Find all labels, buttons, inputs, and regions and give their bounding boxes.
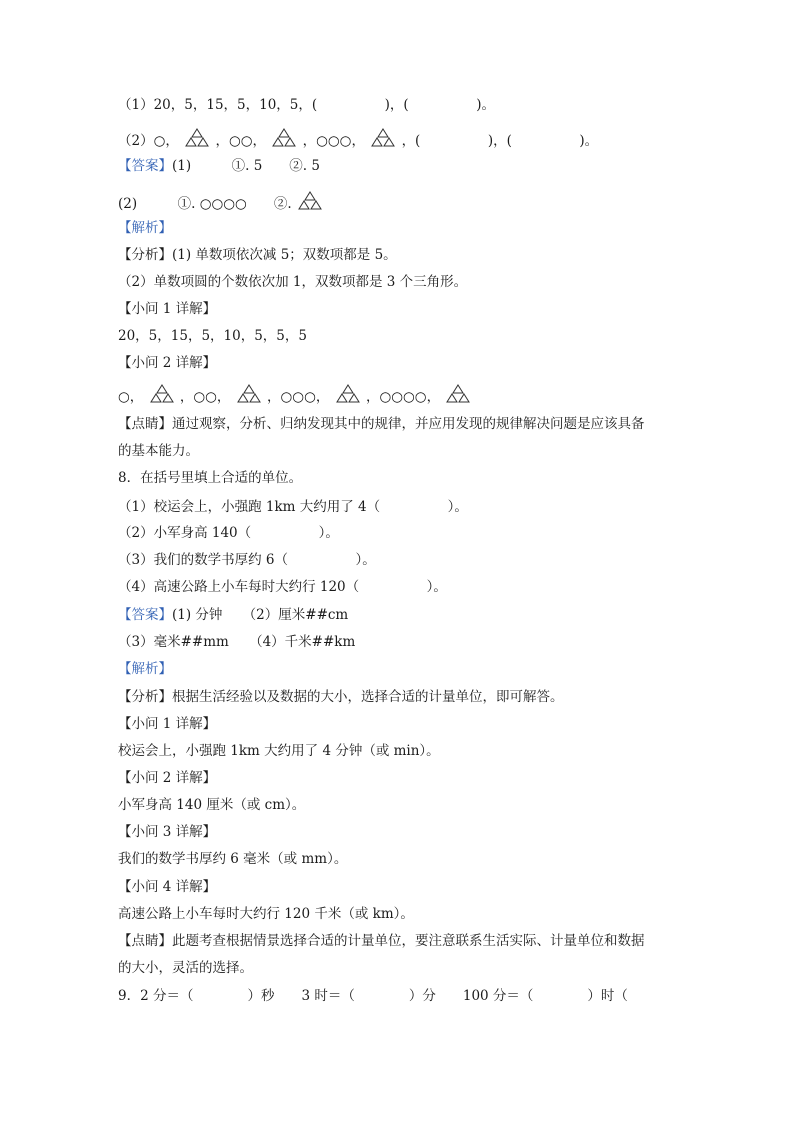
q7-sub2-body xyxy=(118,384,472,406)
q7-sub2-b: ，○○， xyxy=(179,389,231,405)
three-triangles-icon xyxy=(335,384,361,404)
q7-sub2-a: ○， xyxy=(118,389,144,405)
q8-sub3-title: 【小问 3 详解】 xyxy=(118,824,217,840)
q7-answer-2 xyxy=(118,191,324,213)
q8-answer-1: (1) 分钟 （2）厘米##cm xyxy=(172,607,349,623)
q8-dianjing-1: 【点睛】此题考查根据情景选择合适的计量单位，要注意联系生活实际、计量单位和数据 xyxy=(118,933,645,949)
q7-part2-a: （2）○， xyxy=(118,133,179,149)
q8-sub3-body: 我们的数学书厚约 6 毫米（或 mm）。 xyxy=(118,851,348,867)
answer-tag: 【答案】 xyxy=(118,158,172,174)
q8-answer xyxy=(118,604,348,626)
q7-sub1-title: 【小问 1 详解】 xyxy=(118,301,217,317)
q8-item-2: （2）小军身高 140（ ）。 xyxy=(118,525,339,541)
q7-part1: （1）20，5，15，5，10，5，( )，( )。 xyxy=(118,97,495,113)
q8-analysis-tag: 【解析】 xyxy=(118,661,172,677)
q7-part2-c: ，○○○， xyxy=(302,133,365,149)
three-triangles-icon xyxy=(271,128,297,148)
three-triangles-icon xyxy=(149,384,175,404)
three-triangles-icon xyxy=(184,128,210,148)
q7-answer-2-text: (2) ①. ○○○○ ②. xyxy=(118,196,292,212)
q7-dianjing-2: 的基本能力。 xyxy=(118,443,199,459)
q7-answer-1: (1) ①. 5 ②. 5 xyxy=(172,158,320,174)
q8-item-3: （3）我们的数学书厚约 6（ ）。 xyxy=(118,552,376,568)
three-triangles-icon xyxy=(236,384,262,404)
answer-tag: 【答案】 xyxy=(118,607,172,623)
q8-item-1: （1）校运会上，小强跑 1km 大约用了 4（ ）。 xyxy=(118,499,468,515)
q8-answer-2: （3）毫米##mm （4）千米##km xyxy=(118,634,356,650)
q8-sub1-body: 校运会上，小强跑 1km 大约用了 4 分钟（或 min）。 xyxy=(118,743,440,759)
q8-fenxi: 【分析】根据生活经验以及数据的大小，选择合适的计量单位，即可解答。 xyxy=(118,689,564,705)
q7-dianjing-1: 【点睛】通过观察，分析、归纳发现其中的规律，并应用发现的规律解决问题是应该具备 xyxy=(118,416,645,432)
q7-fenxi: 【分析】(1) 单数项依次减 5；双数项都是 5。 xyxy=(118,247,397,263)
q8-item-4: （4）高速公路上小车每时大约行 120（ ）。 xyxy=(118,579,447,595)
q7-fenxi-2: （2）单数项圆的个数依次加 1，双数项都是 3 个三角形。 xyxy=(118,274,468,290)
q8-sub4-body: 高速公路上小车每时大约行 120 千米（或 km）。 xyxy=(118,906,414,922)
q7-sub2-title: 【小问 2 详解】 xyxy=(118,355,217,371)
three-triangles-icon xyxy=(445,384,471,404)
q7-sub2-c: ，○○○， xyxy=(267,389,330,405)
q7-sub1-body: 20，5，15，5，10，5，5，5 xyxy=(118,328,307,344)
three-triangles-icon xyxy=(370,128,396,148)
q7-answer xyxy=(118,155,320,177)
q9-line: 9．2 分＝（ ）秒 3 时＝（ ）分 100 分＝（ ）时（ xyxy=(118,988,628,1004)
q7-part2-b: ，○○， xyxy=(215,133,267,149)
three-triangles-icon xyxy=(297,191,323,211)
q7-part2 xyxy=(118,128,598,150)
q7-analysis-tag: 【解析】 xyxy=(118,220,172,236)
q8-sub2-title: 【小问 2 详解】 xyxy=(118,770,217,786)
q8-sub4-title: 【小问 4 详解】 xyxy=(118,879,217,895)
q8-dianjing-2: 的大小，灵活的选择。 xyxy=(118,960,253,976)
q8-title: 8．在括号里填上合适的单位。 xyxy=(118,470,303,486)
q7-part2-d: ，( )，( )。 xyxy=(401,133,599,149)
q7-sub2-d: ，○○○○， xyxy=(365,389,441,405)
q8-sub2-body: 小军身高 140 厘米（或 cm）。 xyxy=(118,797,306,813)
q8-sub1-title: 【小问 1 详解】 xyxy=(118,716,217,732)
